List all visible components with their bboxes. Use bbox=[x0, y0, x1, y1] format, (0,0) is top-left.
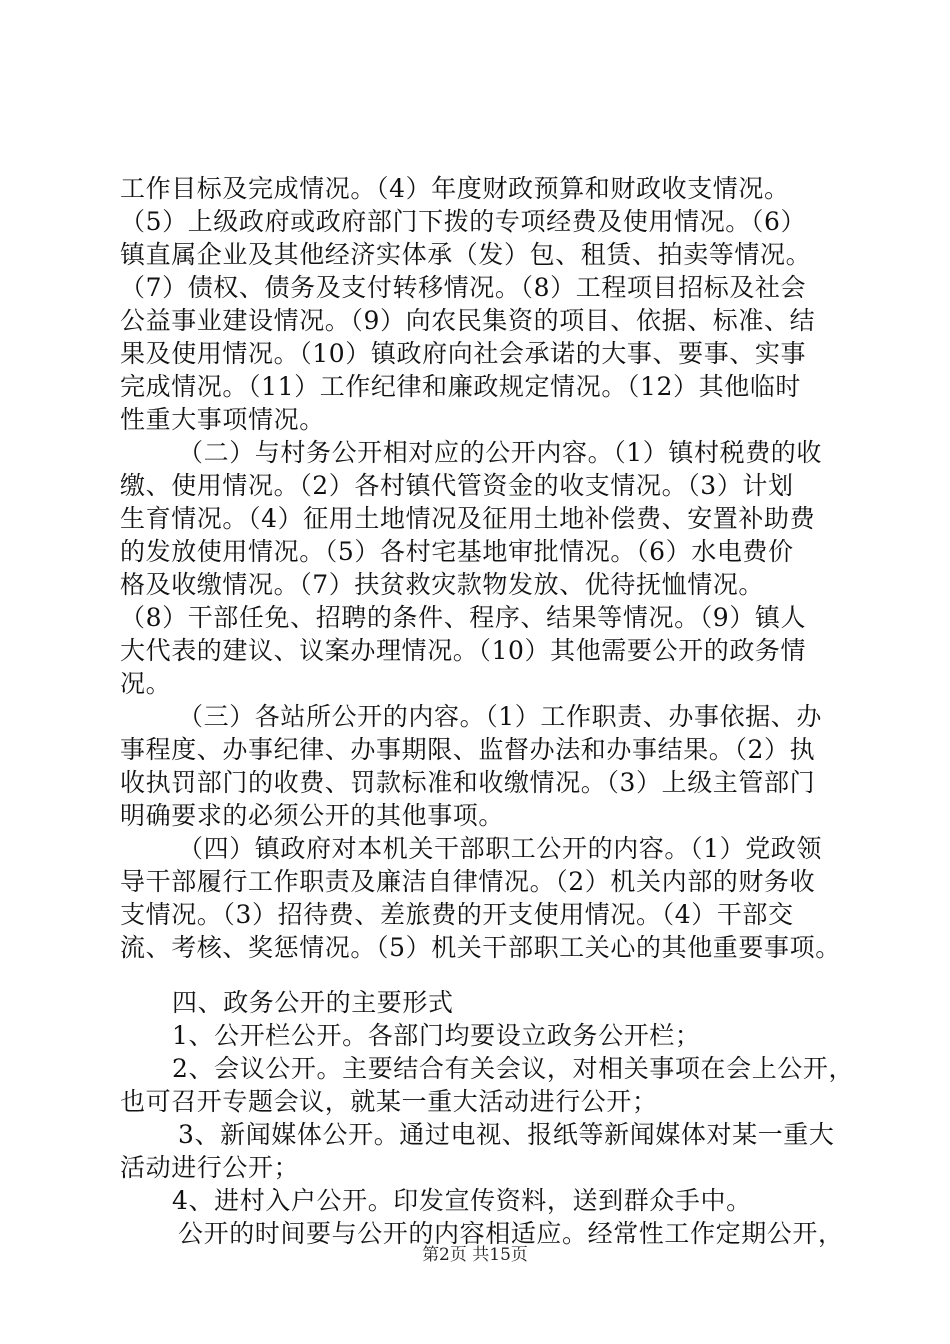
page-number-footer: 第2页 共15页 bbox=[422, 1245, 528, 1265]
paragraph-heading-3: （三）各站所公开的内容。（1）工作职责、办事依据、办 bbox=[178, 702, 823, 731]
text-line: （5）上级政府或政府部门下拨的专项经费及使用情况。（6） bbox=[120, 207, 807, 236]
text-line: 格及收缴情况。（7）扶贫救灾款物发放、优待抚恤情况。 bbox=[120, 570, 765, 599]
text-line: 工作目标及完成情况。（4）年度财政预算和财政收支情况。 bbox=[120, 174, 790, 203]
text-line: 2、会议公开。主要结合有关会议，对相关事项在会上公开， bbox=[172, 1054, 855, 1083]
text-line: 3、新闻媒体公开。通过电视、报纸等新闻媒体对某一重大 bbox=[178, 1120, 835, 1149]
text-line: 完成情况。（11）工作纪律和廉政规定情况。（12）其他临时 bbox=[120, 372, 802, 401]
text-line: 事程度、办事纪律、办事期限、监督办法和办事结果。（2）执 bbox=[120, 735, 816, 764]
text-line: 公开的时间要与公开的内容相适应。经常性工作定期公开， bbox=[178, 1219, 844, 1248]
text-line: 大代表的建议、议案办理情况。（10）其他需要公开的政务情 bbox=[120, 636, 807, 665]
text-line: 镇直属企业及其他经济实体承（发）包、租赁、拍卖等情况。 bbox=[120, 240, 812, 269]
text-line: 况。 bbox=[120, 669, 172, 698]
text-line: 生育情况。（4）征用土地情况及征用土地补偿费、安置补助费 bbox=[120, 504, 816, 533]
text-line: 4、进村入户公开。印发宣传资料，送到群众手中。 bbox=[172, 1186, 752, 1215]
text-line: 缴、使用情况。（2）各村镇代管资金的收支情况。（3）计划 bbox=[120, 471, 794, 500]
text-line: 明确要求的必须公开的其他事项。 bbox=[120, 801, 505, 830]
text-line: （8）干部任免、招聘的条件、程序、结果等情况。（9）镇人 bbox=[120, 603, 807, 632]
paragraph-heading-4: （四）镇政府对本机关干部职工公开的内容。（1）党政领 bbox=[178, 834, 823, 863]
text-line: 1、公开栏公开。各部门均要设立政务公开栏； bbox=[172, 1021, 701, 1050]
text-line: 果及使用情况。（10）镇政府向社会承诺的大事、要事、实事 bbox=[120, 339, 807, 368]
text-line: 也可召开专题会议，就某一重大活动进行公开； bbox=[120, 1087, 658, 1116]
text-line: 公益事业建设情况。（9）向农民集资的项目、依据、标准、结 bbox=[120, 306, 816, 335]
text-line: 的发放使用情况。（5）各村宅基地审批情况。（6）水电费价 bbox=[120, 537, 794, 566]
text-line: 性重大事项情况。 bbox=[120, 405, 325, 434]
section-heading: 四、政务公开的主要形式 bbox=[172, 988, 454, 1017]
text-line: 活动进行公开； bbox=[120, 1153, 300, 1182]
text-line: 导干部履行工作职责及廉洁自律情况。（2）机关内部的财务收 bbox=[120, 867, 816, 896]
text-line: 支情况。（3）招待费、差旅费的开支使用情况。（4）干部交 bbox=[120, 900, 794, 929]
text-line: （7）债权、债务及支付转移情况。（8）工程项目招标及社会 bbox=[120, 273, 807, 302]
text-line: 流、考核、奖惩情况。（5）机关干部职工关心的其他重要事项。 bbox=[120, 933, 841, 962]
text-line: 收执罚部门的收费、罚款标准和收缴情况。（3）上级主管部门 bbox=[120, 768, 816, 797]
paragraph-heading-2: （二）与村务公开相对应的公开内容。（1）镇村税费的收 bbox=[178, 438, 823, 467]
